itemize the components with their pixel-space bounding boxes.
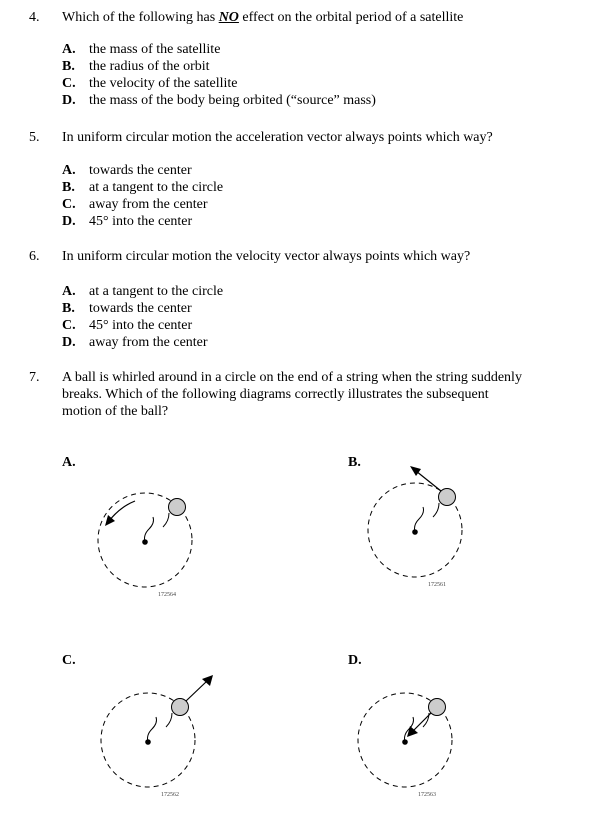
ball	[172, 699, 189, 716]
option-text: the mass of the body being orbited (“source” mass)	[89, 93, 376, 108]
velocity-arrow	[109, 501, 135, 521]
option-letter: D.	[62, 93, 76, 108]
center-pivot	[145, 739, 151, 745]
diagram-id: 172563	[418, 792, 436, 798]
option-text: the mass of the satellite	[89, 42, 221, 57]
diagram-label: D.	[348, 653, 362, 668]
question-emphasis: NO	[218, 10, 239, 25]
ball	[429, 699, 446, 716]
diagram-label: C.	[62, 653, 76, 668]
string-piece	[415, 507, 424, 532]
ball	[439, 489, 456, 506]
question-number: 4.	[29, 10, 40, 25]
question-number: 5.	[29, 130, 40, 145]
question-text-line: A ball is whirled around in a circle on the end of a string when the string suddenly	[62, 370, 522, 385]
velocity-arrow	[416, 471, 441, 491]
question-text-part: effect on the orbital period of a satellite	[238, 10, 464, 25]
option-letter: D.	[62, 335, 76, 350]
string-piece	[433, 503, 439, 517]
diagram-label: B.	[348, 455, 361, 470]
diagram-c	[88, 665, 228, 815]
ball	[169, 499, 186, 516]
center-pivot	[412, 529, 418, 535]
option-letter: B.	[62, 301, 75, 316]
diagram-id: 172564	[158, 592, 176, 598]
option-text: towards the center	[89, 163, 192, 178]
option-letter: C.	[62, 76, 76, 91]
option-text: 45° into the center	[89, 318, 193, 333]
option-text: at a tangent to the circle	[89, 284, 224, 299]
diagram-a	[85, 465, 225, 615]
diagram-id: 172561	[428, 582, 446, 588]
option-text: at a tangent to the circle	[89, 180, 224, 195]
diagram-b	[355, 455, 495, 605]
diagram-label: A.	[62, 455, 76, 470]
option-text: towards the center	[89, 301, 192, 316]
string-piece	[148, 717, 157, 742]
option-text: away from the center	[89, 335, 208, 350]
option-letter: A.	[62, 284, 76, 299]
option-letter: C.	[62, 318, 76, 333]
option-text: 45° into the center	[89, 214, 193, 229]
string-piece	[145, 517, 154, 542]
option-text: the velocity of the satellite	[89, 76, 238, 91]
center-pivot	[402, 739, 408, 745]
option-letter: D.	[62, 214, 76, 229]
diagram-id: 172562	[161, 792, 179, 798]
option-letter: B.	[62, 180, 75, 195]
question-text-line: motion of the ball?	[62, 404, 169, 419]
velocity-arrow	[186, 681, 207, 701]
question-number: 6.	[29, 249, 40, 264]
option-text: the radius of the orbit	[89, 59, 210, 74]
question-text	[62, 9, 463, 26]
option-letter: C.	[62, 197, 76, 212]
option-letter: A.	[62, 163, 76, 178]
string-piece	[166, 713, 172, 727]
question-text: In uniform circular motion the acceleration vector always points which way?	[62, 130, 493, 145]
question-text: In uniform circular motion the velocity vector always points which way?	[62, 249, 471, 264]
diagram-d	[345, 665, 485, 815]
option-letter: B.	[62, 59, 75, 74]
center-pivot	[142, 539, 148, 545]
option-letter: A.	[62, 42, 76, 57]
string-piece	[163, 513, 169, 527]
arrow-head-icon	[410, 466, 421, 476]
velocity-arrow	[412, 713, 431, 732]
question-text-line: breaks. Which of the following diagrams correctly illustrates the subsequent	[62, 387, 489, 402]
question-text-part: Which of the following has	[62, 10, 219, 25]
question-number: 7.	[29, 370, 40, 385]
option-text: away from the center	[89, 197, 208, 212]
